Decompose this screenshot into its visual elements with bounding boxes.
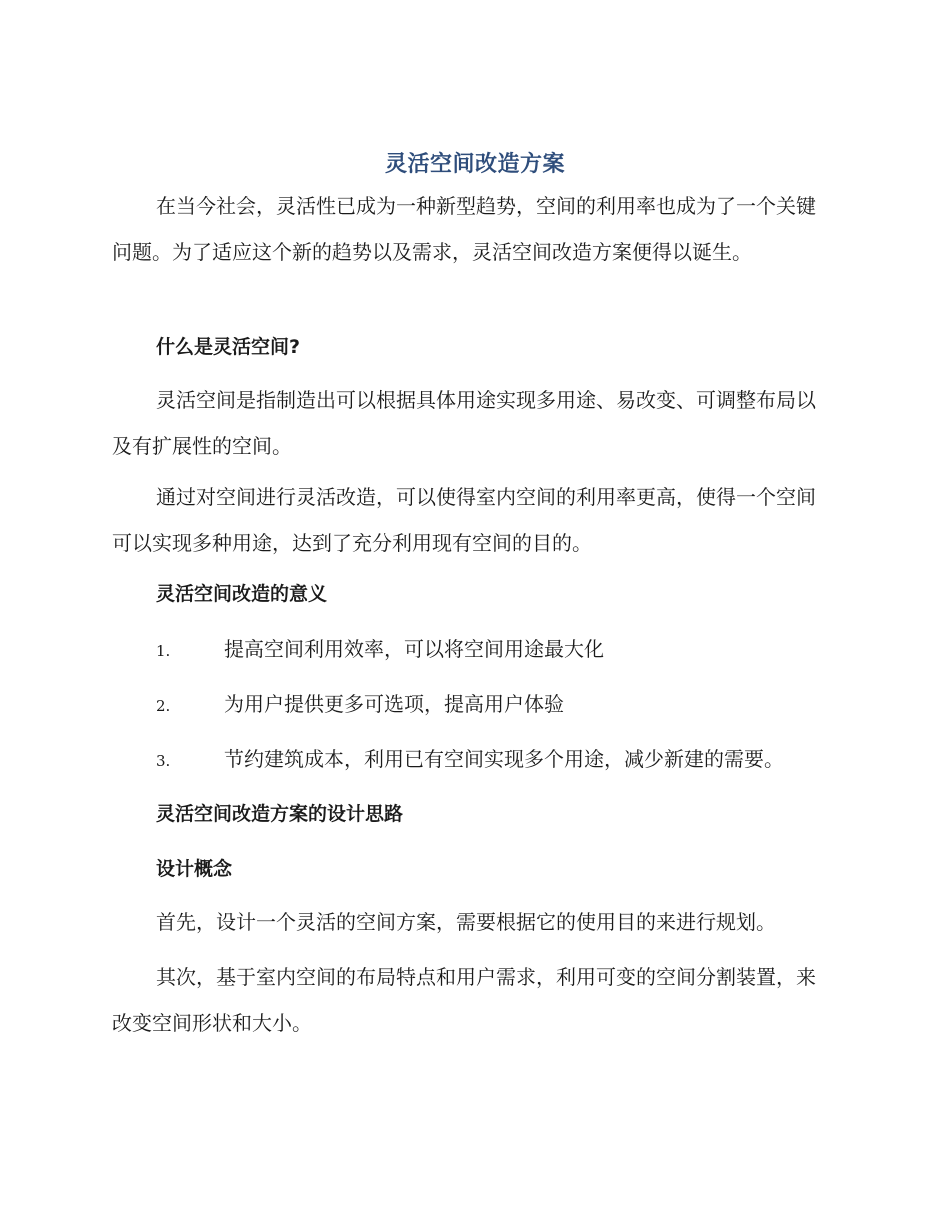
list-item-number: 1. [156, 642, 171, 660]
list-item-number: 3. [156, 752, 171, 770]
design-paragraph-second: 其次，基于室内空间的布局特点和用户需求，利用可变的空间分割装置，来改变空间形状和大小。 [112, 965, 816, 1035]
list-item [156, 744, 784, 776]
section-heading-design-approach: 灵活空间改造方案的设计思路 [156, 803, 404, 825]
benefit-paragraph: 通过对空间进行灵活改造，可以使得室内空间的利用率更高，使得一个空间可以实现多种用途，达到了充分利用现有空间的目的。 [112, 485, 816, 555]
document-title: 灵活空间改造方案 [384, 152, 565, 177]
list-item-number: 2. [156, 697, 171, 715]
list-item-text: 节约建筑成本，利用已有空间实现多个用途，减少新建的需要。 [224, 747, 784, 771]
section-heading-what-is: 什么是灵活空间? [156, 336, 301, 358]
intro-paragraph: 在当今社会，灵活性已成为一种新型趋势，空间的利用率也成为了一个关键问题。为了适应这个新的趋势以及需求，灵活空间改造方案便得以诞生。 [112, 194, 816, 264]
design-paragraph-first: 首先，设计一个灵活的空间方案，需要根据它的使用目的来进行规划。 [156, 910, 776, 934]
list-item [156, 689, 564, 721]
section-heading-significance: 灵活空间改造的意义 [156, 583, 328, 605]
subheading-design-concept: 设计概念 [156, 858, 233, 880]
list-item-text: 为用户提供更多可选项，提高用户体验 [224, 692, 564, 716]
list-item-text: 提高空间利用效率，可以将空间用途最大化 [224, 637, 604, 661]
definition-paragraph: 灵活空间是指制造出可以根据具体用途实现多用途、易改变、可调整布局以及有扩展性的空间。 [112, 388, 816, 458]
list-item [156, 634, 604, 666]
